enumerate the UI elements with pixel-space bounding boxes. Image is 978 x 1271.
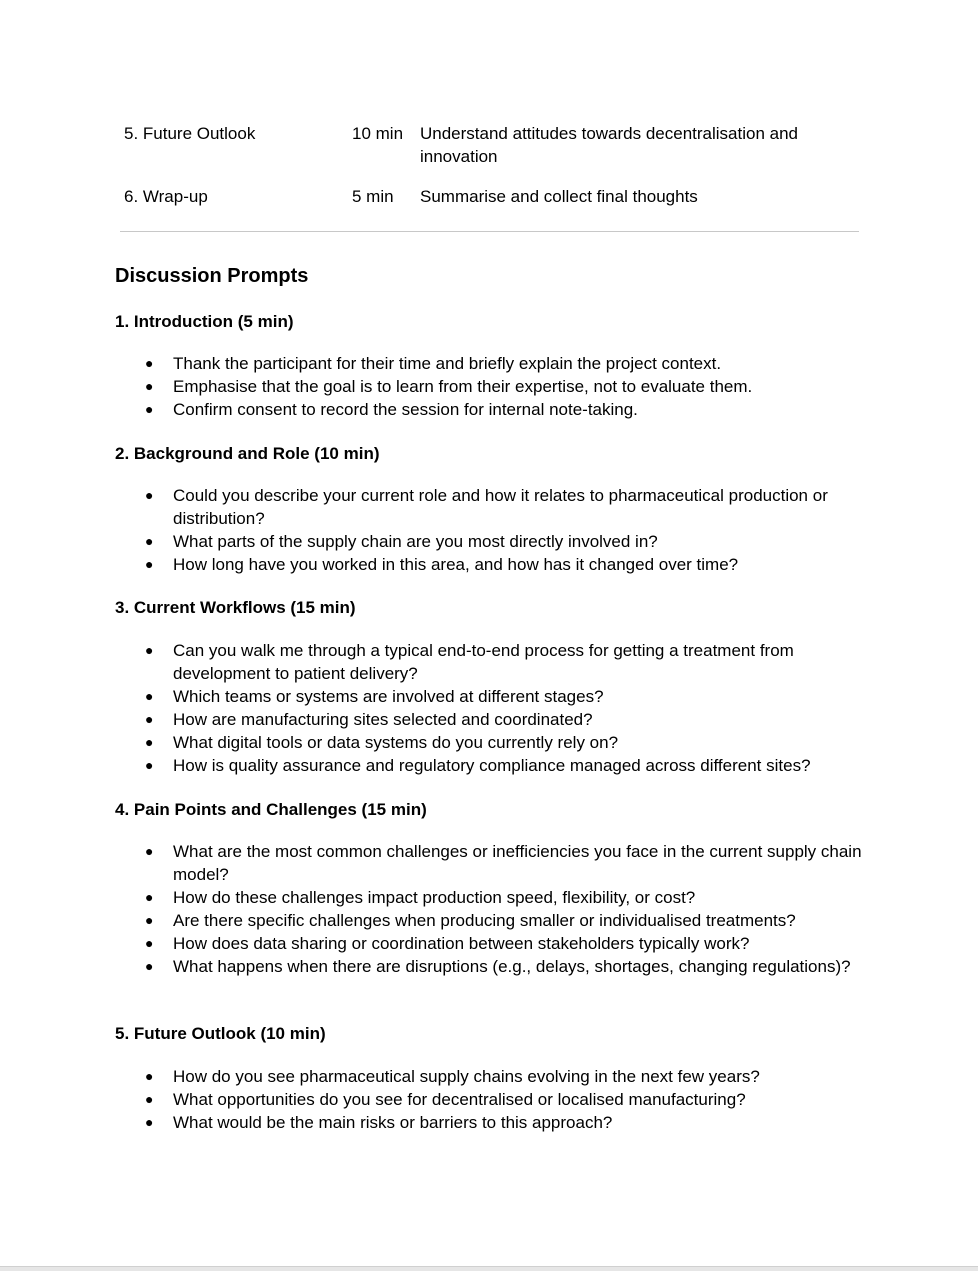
bullet-icon: ● [145,1114,154,1130]
bullet-icon: ● [145,935,154,951]
schedule-duration-cell: 10 min [352,124,404,143]
list-item-text: How do you see pharmaceutical supply chains evolving in the next few years? [173,1067,760,1086]
bullet-icon: ● [145,711,154,727]
list-item-text: What digital tools or data systems do you currently rely on? [173,733,619,752]
bullet-icon: ● [145,958,154,974]
list-item [0,530,863,553]
list-item [0,685,863,708]
schedule-objective-cell: Understand attitudes towards decentralisation and innovation [420,124,799,166]
list-item-text: What parts of the supply chain are you most directly involved in? [173,532,658,551]
section-title: Discussion Prompts [115,265,309,287]
bullet-icon: ● [145,889,154,905]
bullet-list [0,840,978,978]
list-item [0,375,863,398]
section-heading: 3. Current Workflows (15 min) [115,598,356,617]
list-item-text: Thank the participant for their time and briefly explain the project context. [173,354,722,373]
list-item [0,639,863,685]
section-heading: 4. Pain Points and Challenges (15 min) [115,800,427,819]
list-item [0,484,863,530]
list-item [0,886,863,909]
list-item-text: What happens when there are disruptions (e.g., delays, shortages, changing regulations)? [173,957,851,976]
schedule-section-cell: 5. Future Outlook [124,124,256,143]
list-item-text: Confirm consent to record the session for internal note-taking. [173,400,638,419]
schedule-objective-cell: Summarise and collect final thoughts [420,187,698,206]
section-heading: 2. Background and Role (10 min) [115,444,380,463]
list-item-text: What are the most common challenges or inefficiencies you face in the current supply chain model? [173,842,862,884]
section-heading: 1. Introduction (5 min) [115,312,294,331]
page-bottom-edge [0,1266,978,1271]
bullet-icon: ● [145,843,154,859]
bullet-icon: ● [145,757,154,773]
list-item-text: What would be the main risks or barriers to this approach? [173,1113,613,1132]
list-item [0,754,863,777]
bullet-icon: ● [145,734,154,750]
list-item-text: How are manufacturing sites selected and coordinated? [173,710,593,729]
bullet-icon: ● [145,533,154,549]
horizontal-divider [120,231,859,232]
list-item [0,1065,863,1088]
list-item [0,932,863,955]
bullet-icon: ● [145,355,154,371]
bullet-list [0,352,978,421]
list-item [0,1111,863,1134]
list-item-text: Can you walk me through a typical end-to-end process for getting a treatment from development to patient delivery? [173,641,794,683]
list-item-text: How long have you worked in this area, and how has it changed over time? [173,555,739,574]
list-item-text: What opportunities do you see for decentralised or localised manufacturing? [173,1090,746,1109]
bullet-list [0,1065,978,1134]
bullet-list [0,484,978,576]
list-item-text: Are there specific challenges when producing smaller or individualised treatments? [173,911,796,930]
bullet-icon: ● [145,378,154,394]
schedule-section-cell: 6. Wrap-up [124,187,208,206]
list-item-text: How is quality assurance and regulatory compliance managed across different sites? [173,756,811,775]
list-item-text: Which teams or systems are involved at different stages? [173,687,604,706]
bullet-icon: ● [145,1091,154,1107]
bullet-list [0,639,978,777]
bullet-icon: ● [145,401,154,417]
list-item [0,840,863,886]
list-item-text: How do these challenges impact production speed, flexibility, or cost? [173,888,696,907]
list-item [0,955,863,978]
list-item [0,553,863,576]
list-item [0,731,863,754]
bullet-icon: ● [145,912,154,928]
bullet-icon: ● [145,556,154,572]
list-item [0,352,863,375]
bullet-icon: ● [145,688,154,704]
list-item-text: Could you describe your current role and how it relates to pharmaceutical production or distribution? [173,486,828,528]
bullet-icon: ● [145,642,154,658]
bullet-icon: ● [145,1068,154,1084]
section-heading: 5. Future Outlook (10 min) [115,1024,326,1043]
list-item [0,909,863,932]
bullet-icon: ● [145,487,154,503]
list-item-text: How does data sharing or coordination between stakeholders typically work? [173,934,750,953]
list-item [0,398,863,421]
list-item [0,1088,863,1111]
list-item-text: Emphasise that the goal is to learn from their expertise, not to evaluate them. [173,377,753,396]
schedule-duration-cell: 5 min [352,187,394,206]
list-item [0,708,863,731]
